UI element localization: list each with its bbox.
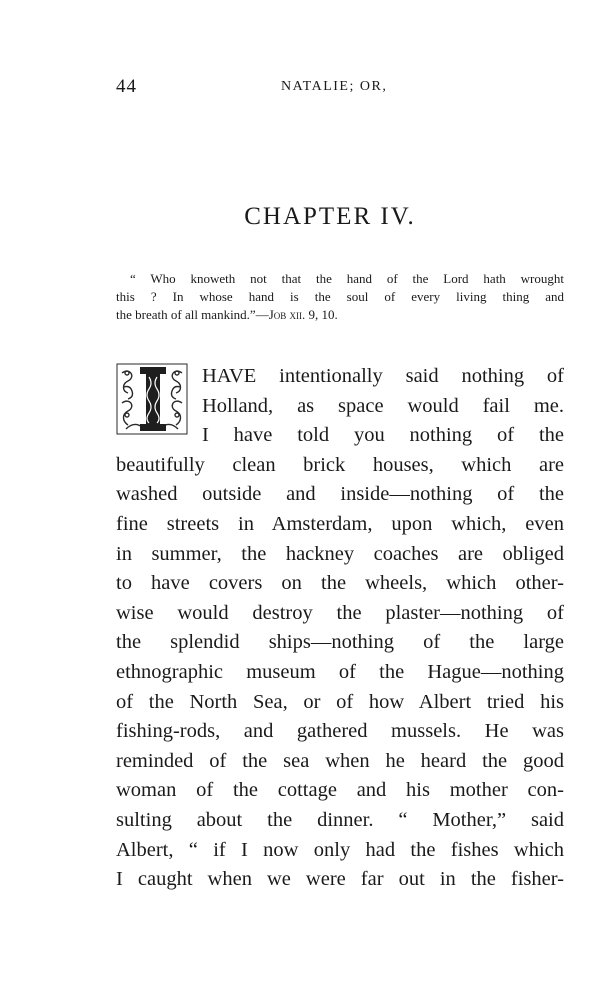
epigraph-line-last <box>116 306 564 324</box>
body-line: the splendid ships—nothing of the large <box>116 631 564 654</box>
body-line: sulting about the dinner. “ Mother,” said <box>116 808 564 831</box>
epigraph-source: Job xii. 9, 10. <box>268 307 338 322</box>
body-line: Holland, as space would fail me. <box>202 394 564 417</box>
body-line: to have covers on the wheels, which other- <box>116 572 564 595</box>
body-line: in summer, the hackney coaches are obliged <box>116 542 564 565</box>
body-line: beautifully clean brick houses, which are <box>116 453 564 476</box>
body-line: wise would destroy the plaster—nothing of <box>116 601 564 624</box>
body-line: Albert, “ if I now only had the fishes which <box>116 838 564 861</box>
epigraph-line: the breath of all mankind.”— <box>116 307 269 322</box>
chapter-title: CHAPTER IV. <box>244 203 416 230</box>
body-line: of the North Sea, or of how Albert tried his <box>116 690 564 713</box>
epigraph-line: “ Who knoweth not that the hand of the Lord hath wrought <box>130 271 564 286</box>
body-line: ethnographic museum of the Hague—nothing <box>116 660 564 683</box>
body-line: washed outside and inside—nothing of the <box>116 483 564 506</box>
page-number: 44 <box>116 76 137 97</box>
body-line: I caught when we were far out in the fisher- <box>116 868 564 891</box>
running-title: NATALIE; OR, <box>281 79 388 94</box>
body-line: fishing-rods, and gathered mussels. He was <box>116 720 564 743</box>
body-line: fine streets in Amsterdam, upon which, even <box>116 512 564 535</box>
body-line <box>116 362 564 392</box>
body-text <box>116 362 564 895</box>
body-line-text: HAVE intentionally said nothing of <box>202 365 564 387</box>
body-line: I have told you nothing of the <box>202 424 564 447</box>
body-line: reminded of the sea when he heard the good <box>116 749 564 772</box>
epigraph <box>116 270 564 324</box>
body-line: woman of the cottage and his mother con- <box>116 779 564 802</box>
epigraph-line: this ? In whose hand is the soul of every living thing and <box>116 289 564 304</box>
